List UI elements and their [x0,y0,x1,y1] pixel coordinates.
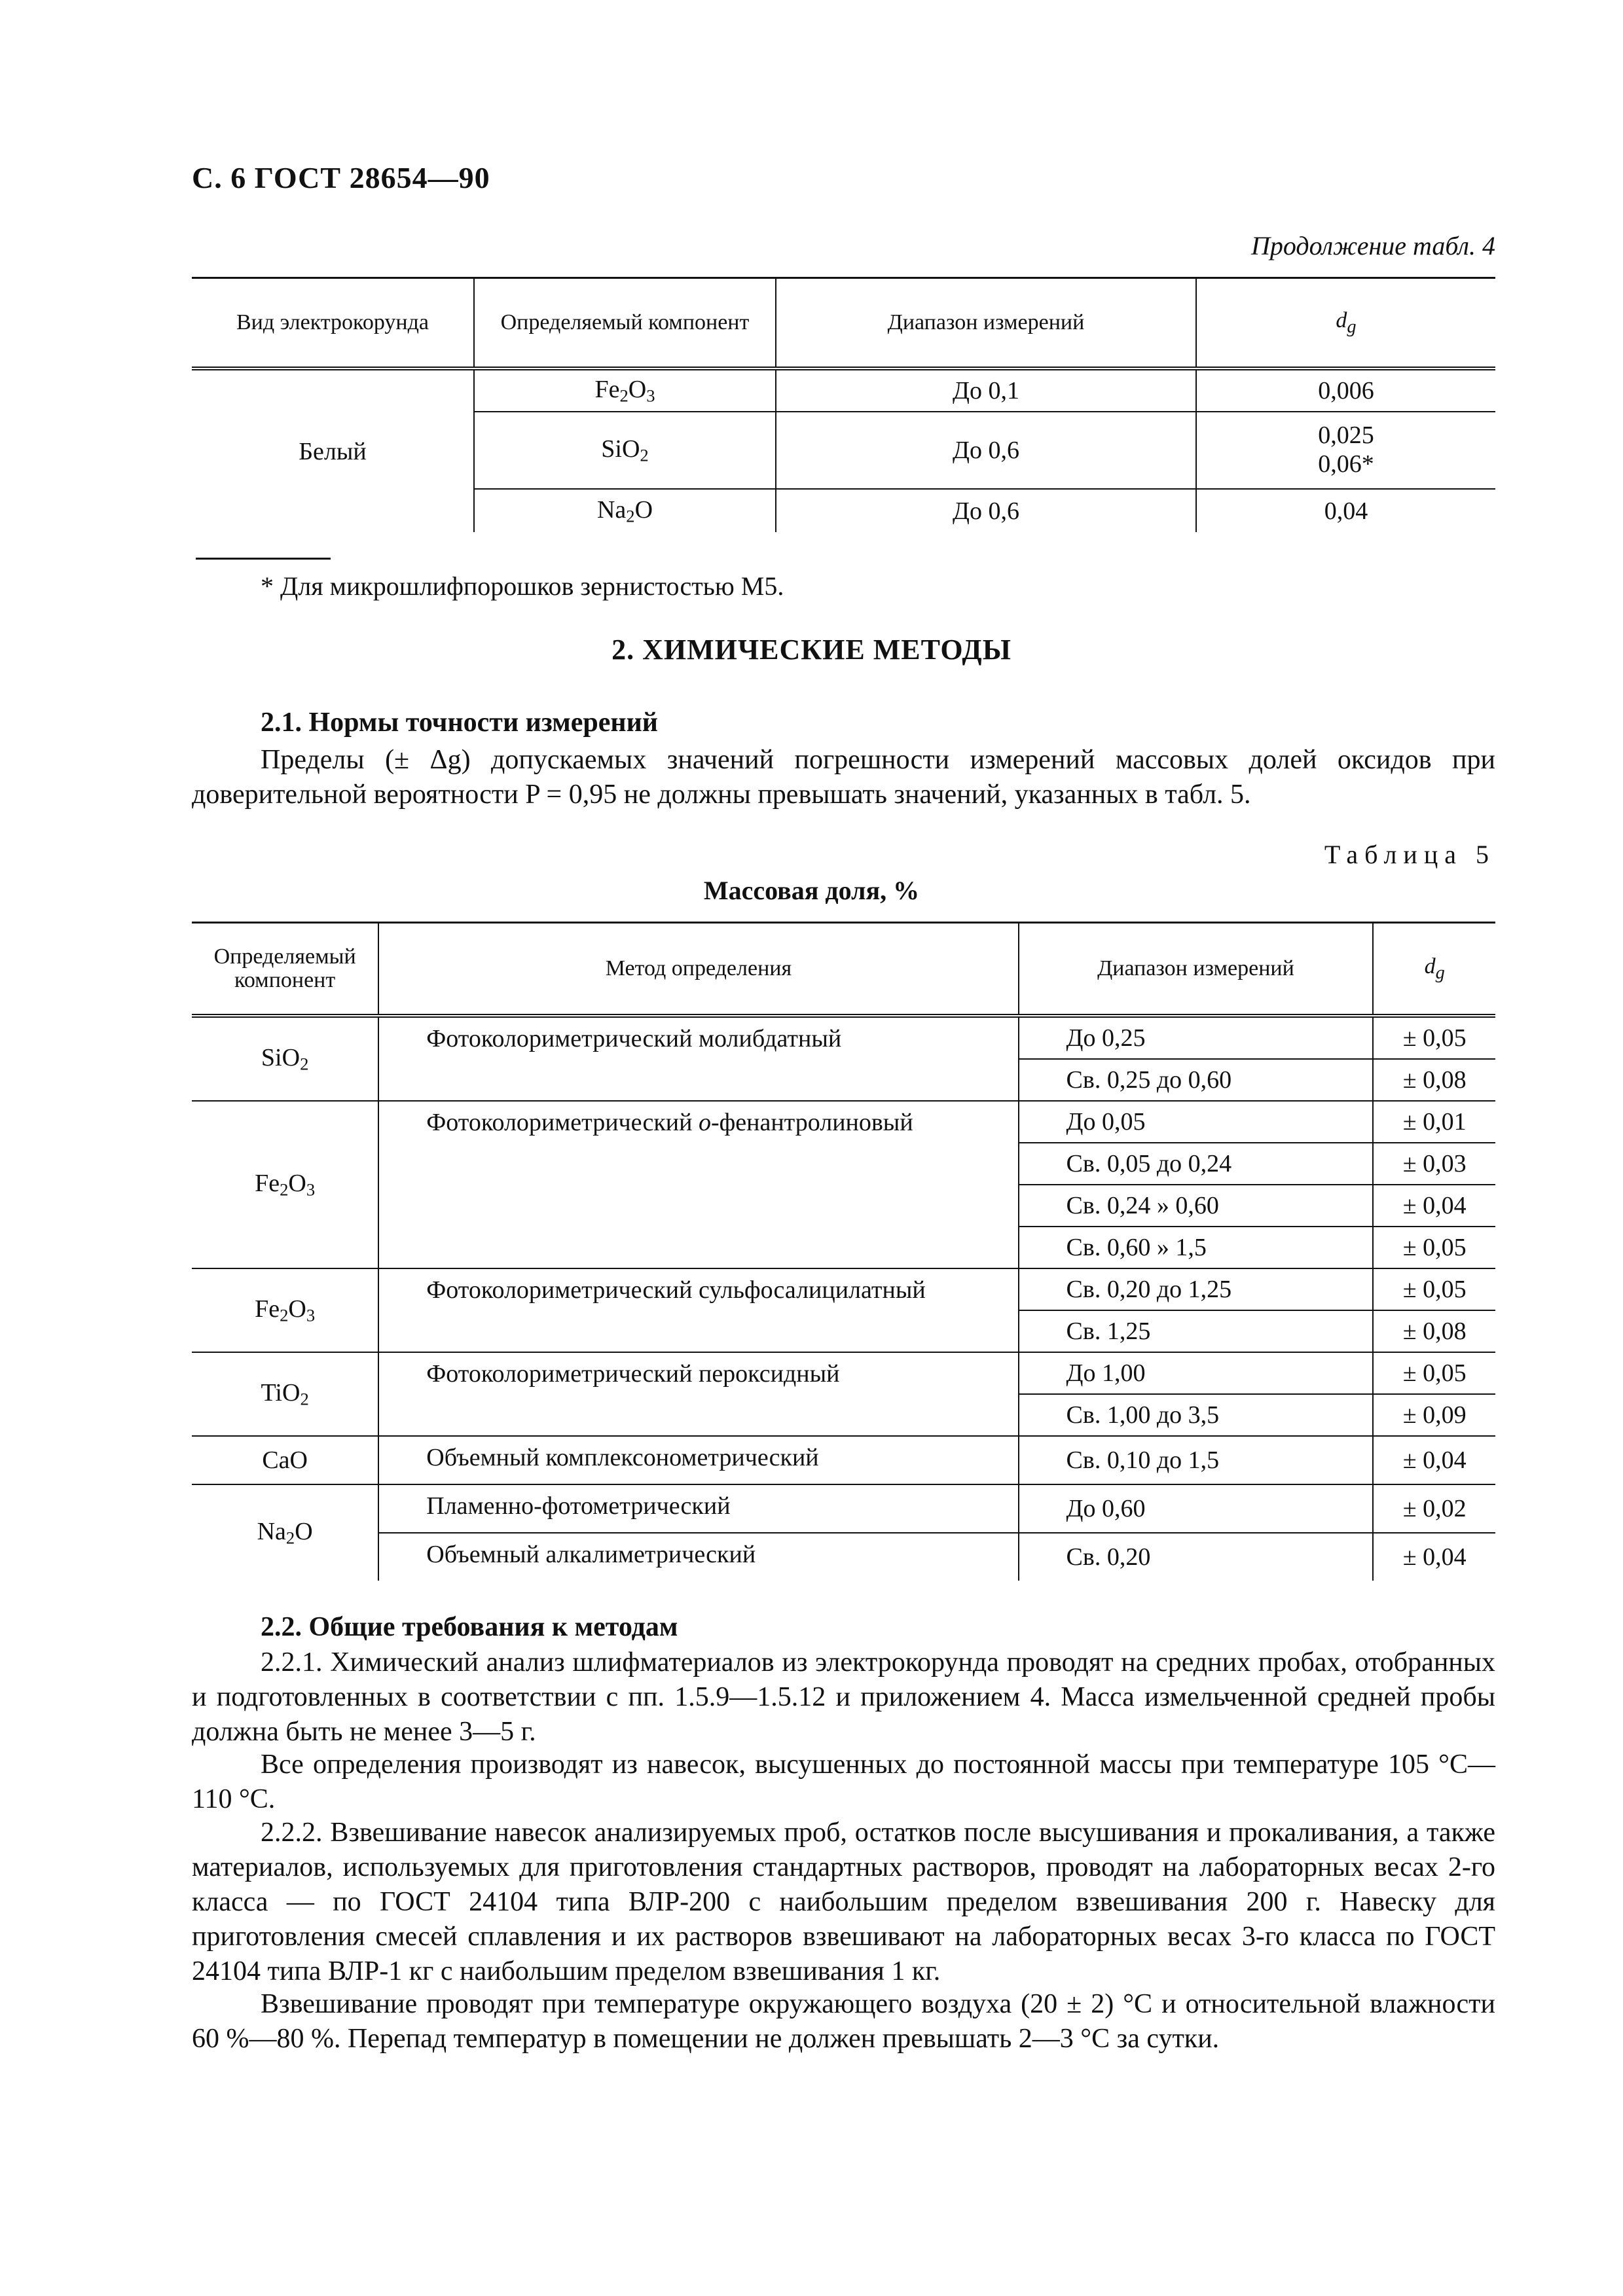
table5-col-method: Метод определения [378,923,1018,1016]
table5-col-dg: $d_g$ [1373,923,1495,1016]
table5-dg: ± 0,05 [1373,1352,1495,1394]
table5-dg: ± 0,09 [1373,1394,1495,1436]
table5-col-component: Определяемый компонент [213,944,356,992]
table5-caption: Массовая доля, % [703,876,920,905]
table4-footnote: * Для микрошлифпорошков зернистостью М5. [261,571,784,601]
table-row [192,1484,1495,1533]
table5-dg: ± 0,03 [1373,1143,1495,1185]
page-header: С. 6 ГОСТ 28654—90 [192,161,490,194]
table5-range: Св. 1,25 [1019,1310,1374,1352]
table-row [192,1101,1495,1143]
table5-range: Св. 0,25 до 0,60 [1019,1059,1374,1101]
table4-col-range: Диапазон измерений [776,278,1196,369]
section-title: 2. ХИМИЧЕСКИЕ МЕТОДЫ [611,634,1012,666]
table5-dg: ± 0,02 [1373,1484,1495,1533]
table4-header-row [192,278,1495,369]
table5-label: Таблица 5 [1324,840,1495,869]
table5-col-range: Диапазон измерений [1019,923,1374,1016]
table5-method: Фотоколориметрический сульфосалицилатный [378,1268,1018,1352]
table5-method: Пламенно-фотометрический [378,1484,1018,1533]
table5-dg: ± 0,05 [1373,1268,1495,1310]
table4 [192,277,1495,532]
table5-component: $Fe_2O_3$ [192,1101,378,1268]
table5-dg: ± 0,01 [1373,1101,1495,1143]
table4-col-component: Определяемый компонент [474,278,776,369]
table5-range: До 0,60 [1019,1484,1374,1533]
table4-range: До 0,6 [776,489,1196,532]
table-row [192,1268,1495,1310]
table4-component: $Fe_2O_3$ [474,368,776,412]
paragraph-2-2-2: 2.2.2. Взвешивание навесок анализируемых проб, остатков после высушивания и прокаливания, а также материалов, используемых для приготовления стандартных растворов, проводят на лабораторных весах 2-го класса — по ГОСТ 24104 типа ВЛР-200 с наибольшим пределом взвешивания 200 г. Навеску для приготовления смесей сплавления и их растворов взвешивают на лабораторных весах 3-го класса по ГОСТ 24104 типа ВЛР-1 кг с наибольшим пределом взвешивания 1 кг. [192,1818,1495,1986]
table5-component: CaO [192,1436,378,1484]
table5-method: Объемный комплексонометрический [378,1436,1018,1484]
table4-component: SiO$_2$ [474,412,776,489]
table4-continuation-label: Продолжение табл. 4 [1250,231,1495,260]
table5-component: $Fe_2O_3$ [192,1268,378,1352]
table-row [192,1533,1495,1581]
table5-dg: ± 0,05 [1373,1016,1495,1059]
table-row [192,368,1495,412]
table5-header-row [192,923,1495,1016]
table4-dg: 0,025 0,06* [1196,412,1495,489]
table5-range: Св. 1,00 до 3,5 [1019,1394,1374,1436]
table4-dg: 0,04 [1196,489,1495,532]
table4-component: $Na_2O$ [474,489,776,532]
paragraph-2-2-1-b: Все определения производят из навесок, высушенных до постоянной массы при температуре 105 °С—110 °С. [192,1749,1495,1814]
table4-range: До 0,1 [776,368,1196,412]
paragraph-2-2-1: 2.2.1. Химический анализ шлифматериалов из электрокорунда проводят на средних пробах, отобранных и подготовленных в соответствии с пп. 1.5.9—1.5.12 и приложением 4. Масса измельченной средней пробы должна быть не менее 3—5 г. [192,1647,1495,1747]
table4-col-type: Вид электрокорунда [236,310,429,335]
subsection-title-2-2: 2.2. Общие требования к методам [261,1612,678,1642]
table5-dg: ± 0,04 [1373,1185,1495,1227]
table5-dg: ± 0,04 [1373,1533,1495,1581]
table5-range: Св. 0,05 до 0,24 [1019,1143,1374,1185]
table-row [192,1436,1495,1484]
table5-method: Фотоколориметрический молибдатный [378,1016,1018,1101]
table5 [192,922,1495,1581]
table5-range: Св. 0,60 » 1,5 [1019,1227,1374,1268]
table4-group-label: Белый [299,437,367,465]
table5-range: До 0,05 [1019,1101,1374,1143]
table5-range: Св. 0,24 » 0,60 [1019,1185,1374,1227]
table5-dg: ± 0,04 [1373,1436,1495,1484]
table5-method: Объемный алкалиметрический [378,1533,1018,1581]
paragraph-2-2-2-b: Взвешивание проводят при температуре окружающего воздуха (20 ± 2) °С и относительной влажности 60 %—80 %. Перепад температур в помещении не должен превышать 2—3 °С за сутки. [192,1989,1495,2054]
table5-component: TiO$_2$ [192,1352,378,1436]
table5-range: До 0,25 [1019,1016,1374,1059]
table4-col-dg: $d_g$ [1196,278,1495,369]
table-row [192,1016,1495,1059]
table5-range: Св. 0,20 до 1,25 [1019,1268,1374,1310]
table-row [192,1352,1495,1394]
table5-method: Фотоколориметрический пероксидный [378,1352,1018,1436]
footnote-divider [196,558,331,560]
table4-dg: 0,006 [1196,368,1495,412]
table5-range: До 1,00 [1019,1352,1374,1394]
subsection-title-2-1: 2.1. Нормы точности измерений [261,708,658,738]
table5-component: $Na_2O$ [192,1484,378,1581]
table5-dg: ± 0,08 [1373,1059,1495,1101]
table5-component: SiO$_2$ [261,1044,309,1074]
table5-method: Фотоколориметрический о-фенантролиновый [378,1101,1018,1268]
table4-range: До 0,6 [776,412,1196,489]
table5-range: Св. 0,10 до 1,5 [1019,1436,1374,1484]
paragraph-2-1: Пределы (± Δg) допускаемых значений погрешности измерений массовых долей оксидов при доверительной вероятности P = 0,95 не должны превышать значений, указанных в табл. 5. [192,745,1495,810]
table5-dg: ± 0,05 [1373,1227,1495,1268]
table5-range: Св. 0,20 [1019,1533,1374,1581]
table5-dg: ± 0,08 [1373,1310,1495,1352]
